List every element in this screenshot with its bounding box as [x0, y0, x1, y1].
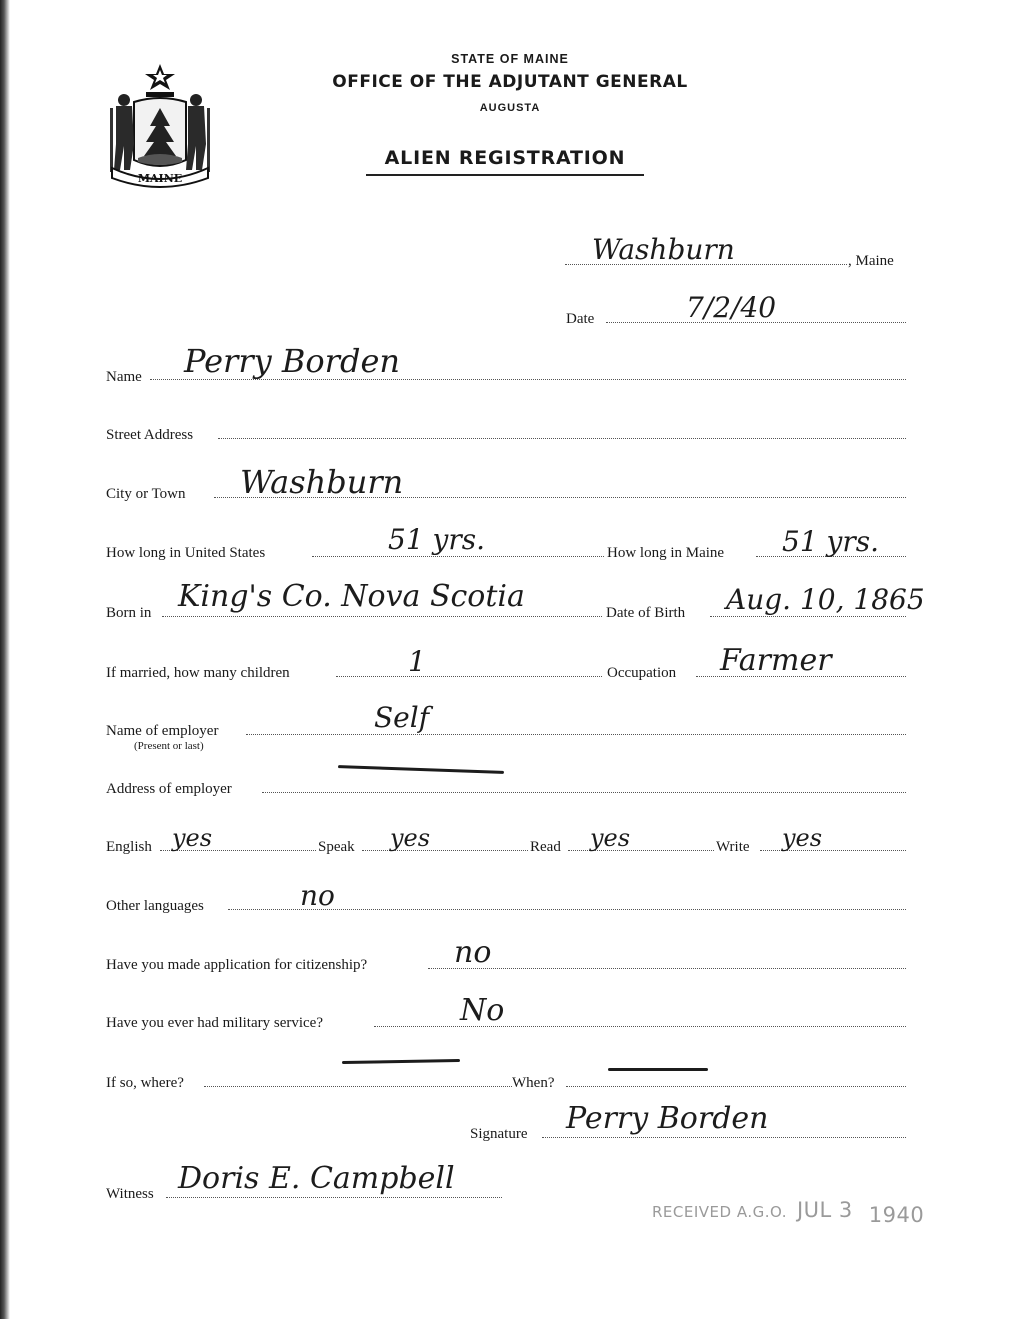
signature-value: Perry Borden — [566, 1101, 769, 1136]
employer-address-label: Address of employer — [106, 781, 232, 797]
received-stamp — [652, 1198, 925, 1227]
witness-label: Witness — [106, 1186, 154, 1202]
write-value: yes — [782, 824, 823, 852]
employer-address-line — [262, 792, 906, 793]
city-value: Washburn — [240, 463, 404, 501]
military-label: Have you ever had military service? — [106, 1015, 323, 1031]
dob-line — [710, 616, 906, 617]
office-heading: OFFICE OF THE ADJUTANT GENERAL — [332, 72, 688, 92]
employer-line — [246, 734, 906, 735]
other-languages-value: no — [300, 879, 335, 912]
street-label: Street Address — [106, 427, 194, 443]
when-label: When? — [512, 1075, 555, 1091]
born-label: Born in — [106, 605, 152, 621]
read-value: yes — [590, 824, 631, 852]
born-value: King's Co. Nova Scotia — [178, 579, 525, 614]
maine-duration-label: How long in Maine — [607, 545, 725, 561]
form-title: ALIEN REGISTRATION — [384, 147, 626, 169]
children-line — [336, 676, 602, 677]
title-underline — [366, 174, 644, 176]
city-label: City or Town — [106, 486, 186, 502]
where-label: If so, where? — [106, 1075, 184, 1091]
state-heading: STATE OF MAINE — [451, 52, 569, 66]
english-value: yes — [172, 824, 213, 852]
signature-line — [542, 1137, 906, 1138]
occupation-value: Farmer — [720, 643, 832, 678]
citizenship-label: Have you made application for citizenship? — [106, 957, 368, 973]
town-label: , Maine — [848, 253, 894, 269]
dob-value: Aug. 10, 1865 — [726, 583, 925, 616]
us-duration-label: How long in United States — [106, 545, 266, 561]
citizenship-line — [428, 968, 906, 969]
children-label: If married, how many children — [106, 665, 290, 681]
employer-sublabel: (Present or last) — [134, 740, 204, 752]
maine-duration-value: 51 yrs. — [782, 525, 880, 558]
witness-line — [166, 1197, 502, 1198]
employer-address-dash — [338, 765, 504, 774]
born-line — [162, 616, 602, 617]
maine-seal-icon — [104, 62, 216, 190]
scan-edge — [0, 0, 10, 1319]
town-value: Washburn — [592, 233, 735, 266]
received-stamp-year: 1940 — [868, 1203, 925, 1227]
name-label: Name — [106, 369, 142, 385]
signature-label: Signature — [470, 1126, 528, 1142]
date-value: 7/2/40 — [686, 291, 777, 324]
received-stamp-text: RECEIVED A.G.O. — [652, 1203, 787, 1221]
military-value: No — [460, 993, 505, 1028]
citizenship-value: no — [454, 935, 492, 970]
employer-value: Self — [374, 701, 430, 734]
speak-value: yes — [390, 824, 431, 852]
when-dash — [608, 1068, 708, 1071]
seal-lettering: MAINE — [137, 172, 183, 185]
city-heading: AUGUSTA — [479, 102, 541, 114]
date-label: Date — [566, 311, 595, 327]
where-dash — [342, 1059, 460, 1064]
military-line — [374, 1026, 906, 1027]
received-stamp-date: JUL 3 — [796, 1198, 853, 1222]
dob-label: Date of Birth — [606, 605, 686, 621]
english-label: English — [106, 839, 152, 855]
name-value: Perry Borden — [184, 342, 400, 380]
us-duration-value: 51 yrs. — [388, 523, 486, 556]
speak-line — [362, 850, 528, 851]
read-label: Read — [530, 839, 561, 855]
employer-label: Name of employer — [106, 723, 219, 739]
where-line — [204, 1086, 512, 1087]
speak-label: Speak — [318, 839, 355, 855]
write-label: Write — [716, 839, 750, 855]
street-line — [218, 438, 906, 439]
witness-value: Doris E. Campbell — [178, 1161, 455, 1196]
when-line — [566, 1086, 906, 1087]
us-duration-line — [312, 556, 604, 557]
occupation-label: Occupation — [607, 665, 677, 681]
other-languages-label: Other languages — [106, 898, 204, 914]
children-value: 1 — [408, 645, 426, 678]
